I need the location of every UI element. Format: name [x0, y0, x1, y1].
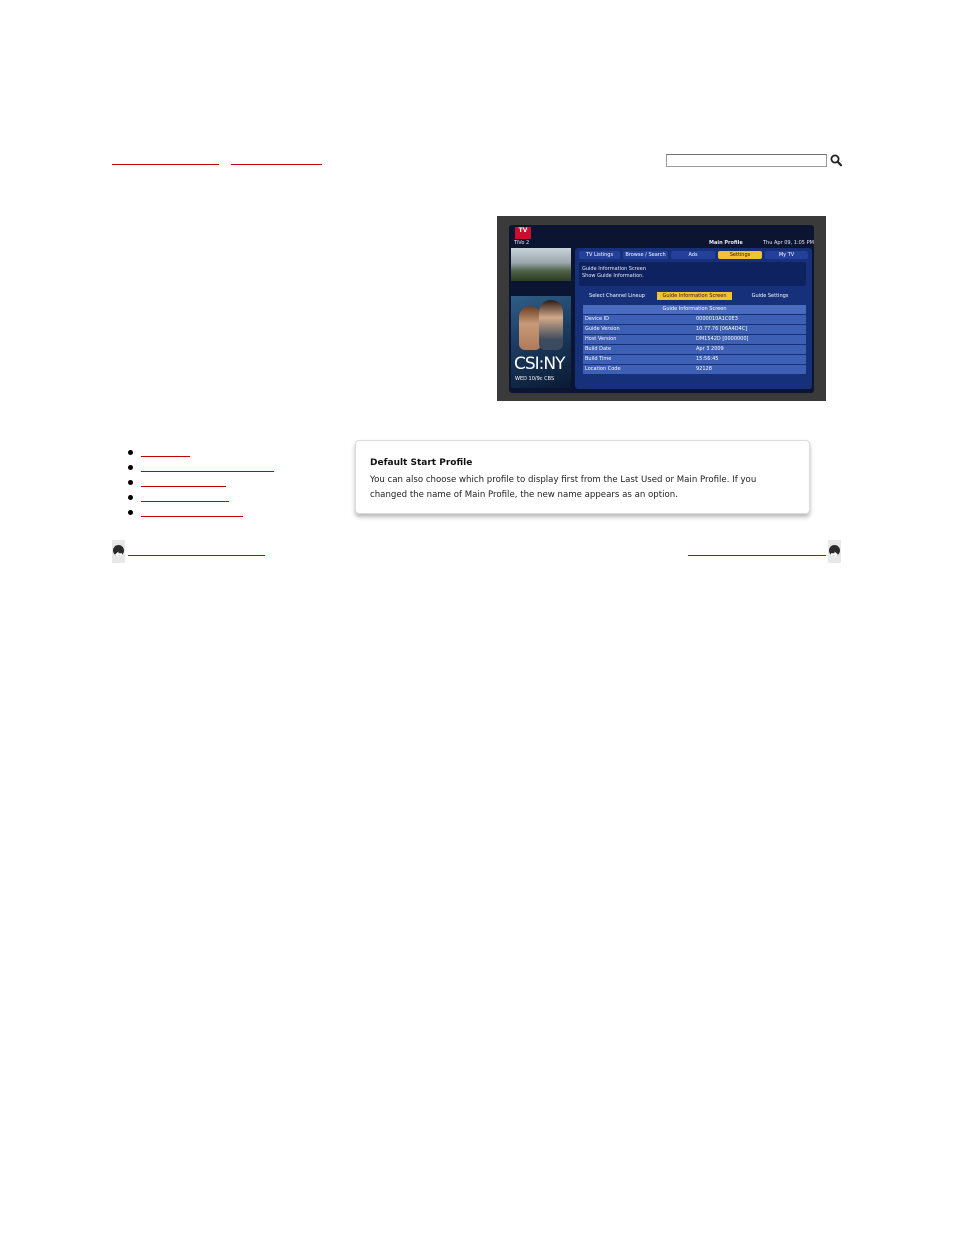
search-icon	[829, 153, 843, 167]
related-link[interactable]	[141, 461, 274, 472]
related-link[interactable]	[141, 446, 190, 457]
info-title: Guide Information Screen	[582, 266, 646, 272]
table-row: Location Code 92128	[583, 365, 806, 374]
tv-screen	[509, 225, 814, 393]
subtab-guide-settings[interactable]: Guide Settings	[751, 293, 789, 299]
previous-button[interactable]	[112, 540, 125, 563]
guide-info-table	[583, 305, 806, 375]
info-description: Show Guide Information.	[582, 273, 644, 279]
tab-browse-search[interactable]: Browse / Search	[623, 251, 668, 259]
table-row: Guide Version 10.77.76 [06A4D4C]	[583, 325, 806, 334]
settings-panel	[575, 248, 812, 389]
callout-title: Default Start Profile	[370, 458, 473, 468]
ad-thumbnail	[511, 296, 571, 388]
show-subtitle: WED 10/9c CBS	[515, 376, 555, 382]
tab-tv-listings[interactable]: TV Listings	[579, 251, 620, 259]
live-tv-thumbnail	[511, 248, 571, 281]
tv-logo: TV	[515, 227, 531, 239]
next-link[interactable]	[688, 545, 826, 556]
table-header: Guide Information Screen	[583, 305, 806, 314]
search-button[interactable]	[829, 152, 843, 166]
table-row: Build Date Apr 3 2009	[583, 345, 806, 354]
tab-ads[interactable]: Ads	[671, 251, 715, 259]
table-row: Device ID 0000010A1C0E3	[583, 315, 806, 324]
info-box	[579, 262, 806, 286]
top-link-2[interactable]	[231, 154, 322, 165]
related-link[interactable]	[141, 491, 229, 502]
show-title: CSI:NY	[514, 354, 565, 374]
table-row: Build Time 15:56:45	[583, 355, 806, 364]
subtab-channel-lineup[interactable]: Select Channel Lineup	[589, 293, 645, 299]
callout-body: You can also choose which profile to display first from the Last Used or Main Profile. If you changed the name of Main Profile, the new name appears as an option.	[370, 475, 757, 500]
note-callout	[355, 440, 810, 514]
tv-guide-screenshot	[497, 216, 826, 401]
tab-settings[interactable]: Settings	[718, 251, 762, 259]
table-row: Host Version DM1542D [0000000]	[583, 335, 806, 344]
arrow-left-icon	[113, 545, 124, 556]
search-input[interactable]	[666, 154, 827, 167]
datetime-label: Thu Apr 09, 1:05 PM	[763, 240, 814, 246]
related-link[interactable]	[141, 476, 226, 487]
tab-my-tv[interactable]: My TV	[765, 251, 808, 259]
related-link[interactable]	[141, 506, 243, 517]
top-link-1[interactable]	[112, 154, 219, 165]
previous-link[interactable]	[128, 545, 265, 556]
subtab-guide-info[interactable]: Guide Information Screen	[657, 292, 732, 300]
next-button[interactable]	[828, 540, 841, 563]
arrow-right-icon	[829, 545, 840, 556]
profile-label: Main Profile	[709, 240, 743, 246]
channel-label: TiVo 2	[514, 240, 530, 246]
